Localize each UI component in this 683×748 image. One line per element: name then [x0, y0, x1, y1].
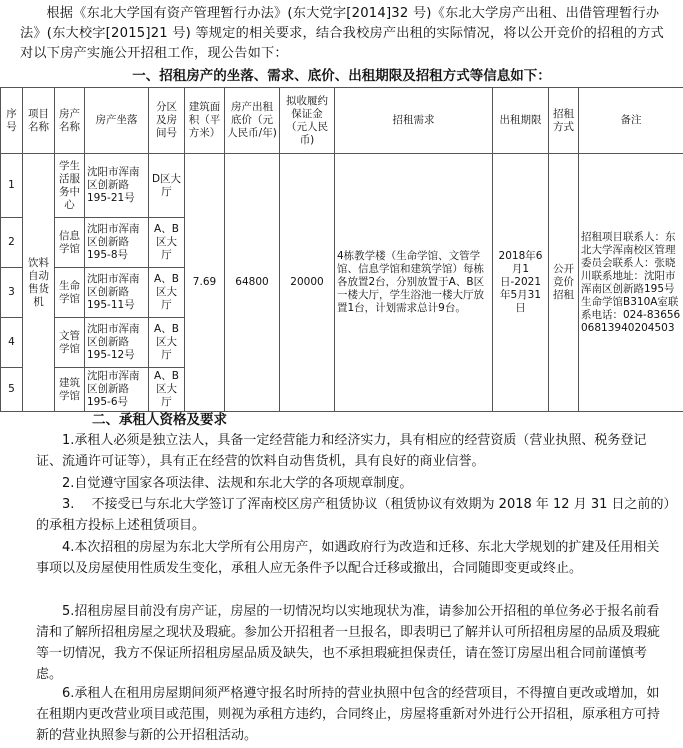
table-row	[1, 154, 683, 218]
property-location: 沈阳市浑南区创新路195-21号	[85, 154, 149, 218]
row-number: 2	[1, 218, 23, 268]
header-cell: 房产出租底价（元人民币/年)	[225, 88, 280, 154]
header-cell: 分区及房间号	[149, 88, 185, 154]
header-cell: 序号	[1, 88, 23, 154]
deposit: 20000	[280, 154, 335, 412]
table-header-row	[1, 88, 683, 154]
header-cell: 出租期限	[493, 88, 549, 154]
rental-demand: 4栋教学楼（生命学馆、文管学馆、信息学馆和建筑学馆）每栋各放置2台，分别放置于A、B区一楼大厅，学生浴池一楼大厅放置1台，计划需求总计9台。	[335, 154, 493, 412]
requirement-item-1: 1.承租人必须是独立法人，具备一定经营能力和经济实力，具有相应的经营资质（营业执照、税务登记证、流通许可证等），具有正在经营的饮料自动售货机，具有良好的商业信誉。	[36, 433, 647, 469]
rental-table	[0, 87, 683, 412]
rental-method: 公开竞价招租	[549, 154, 579, 412]
property-zone: D区大厅	[149, 154, 185, 218]
building-area: 7.69	[185, 154, 225, 412]
row-number: 3	[1, 268, 23, 318]
requirement-item-5: 5.招租房屋目前没有房产证，房屋的一切情况均以实地现状为准，请参加公开招租的单位务必于报名前看清和了解所招租房屋之现状及瑕疵。参加公开招租者一旦报名，即表明已了解并认可所招租房屋的品质及瑕疵等一切情况，我方不保证所招租房屋品质及缺失，也不承担瑕疵担保责任，请在签订房屋出租合同前谨慎考虑。	[36, 604, 661, 682]
property-location: 沈阳市浑南区创新路195-11号	[85, 268, 149, 318]
property-zone: A、B区大厅	[149, 318, 185, 368]
property-name: 建筑学馆	[55, 368, 85, 412]
header-cell: 拟收履约保证金（元人民币)	[280, 88, 335, 154]
header-cell: 招租需求	[335, 88, 493, 154]
property-zone: A、B区大厅	[149, 268, 185, 318]
base-price: 64800	[225, 154, 280, 412]
row-number: 4	[1, 318, 23, 368]
section-2-heading: 二、承租人资格及要求	[92, 412, 227, 428]
property-name: 文管学馆	[55, 318, 85, 368]
property-location: 沈阳市浑南区创新路195-8号	[85, 218, 149, 268]
header-cell: 房产名称	[55, 88, 85, 154]
property-zone: A、B区大厅	[149, 218, 185, 268]
intro-paragraph: 根据《东北大学国有资产管理暂行办法》(东大党字[2014]32 号)《东北大学房产出租、出借管理暂行办法》(东大校字[2015]21 号) 等规定的相关要求，结合我校房产出租的实际情况，将以公开竞价的招租的方式对以下房产实施公开招租工作，现公告如下：	[20, 6, 664, 61]
property-zone: A、B区大厅	[149, 368, 185, 412]
property-name: 信息学馆	[55, 218, 85, 268]
header-cell: 房产坐落	[85, 88, 149, 154]
requirement-item-3: 3. 不接受已与东北大学签订了浑南校区房产租赁协议（租赁协议有效期为 2018 年 12 月 31 日之前的）的承租方投标上述租赁项目。	[36, 497, 670, 533]
row-number: 5	[1, 368, 23, 412]
header-cell: 招租方式	[549, 88, 579, 154]
project-name: 饮料自动售货机	[23, 154, 55, 412]
header-cell: 备注	[579, 88, 683, 154]
requirement-item-6: 6.承租人在租用房屋期间须严格遵守报名时所持的营业执照中包含的经营项目，不得擅自更改或增加，如在租期内更改营业项目或范围，则视为承租方违约，合同终止，房屋将重新对外进行公开招租，原承租方可持新的营业执照参与新的公开招租活动。	[36, 686, 661, 743]
rental-term: 2018年6月1日-2021年5月31日	[493, 154, 549, 412]
property-name: 学生活服务中心	[55, 154, 85, 218]
remark-contact: 招租项目联系人：东北大学浑南校区管理委员会联系人：张晓川联系地址：沈阳市浑南区创新路195号 生命学馆B310A室联系电话：024-8365606813940204503	[579, 154, 683, 412]
property-location: 沈阳市浑南区创新路195-12号	[85, 318, 149, 368]
row-number: 1	[1, 154, 23, 218]
requirement-item-2: 2.自觉遵守国家各项法律、法规和东北大学的各项规章制度。	[62, 476, 413, 491]
section-1-heading: 一、招租房产的坐落、需求、底价、出租期限及招租方式等信息如下：	[132, 68, 551, 84]
header-cell: 项目名称	[23, 88, 55, 154]
property-name: 生命学馆	[55, 268, 85, 318]
property-location: 沈阳市浑南区创新路195-6号	[85, 368, 149, 412]
header-cell: 建筑面积（平方米）	[185, 88, 225, 154]
requirement-item-4: 4.本次招租的房屋为东北大学所有公用房产，如遇政府行为改造和迁移、东北大学规划的扩建及任用相关事项以及房屋使用性质发生变化，承租人应无条件予以配合迁移或撤出，合同随即变更或终止。	[36, 540, 660, 576]
